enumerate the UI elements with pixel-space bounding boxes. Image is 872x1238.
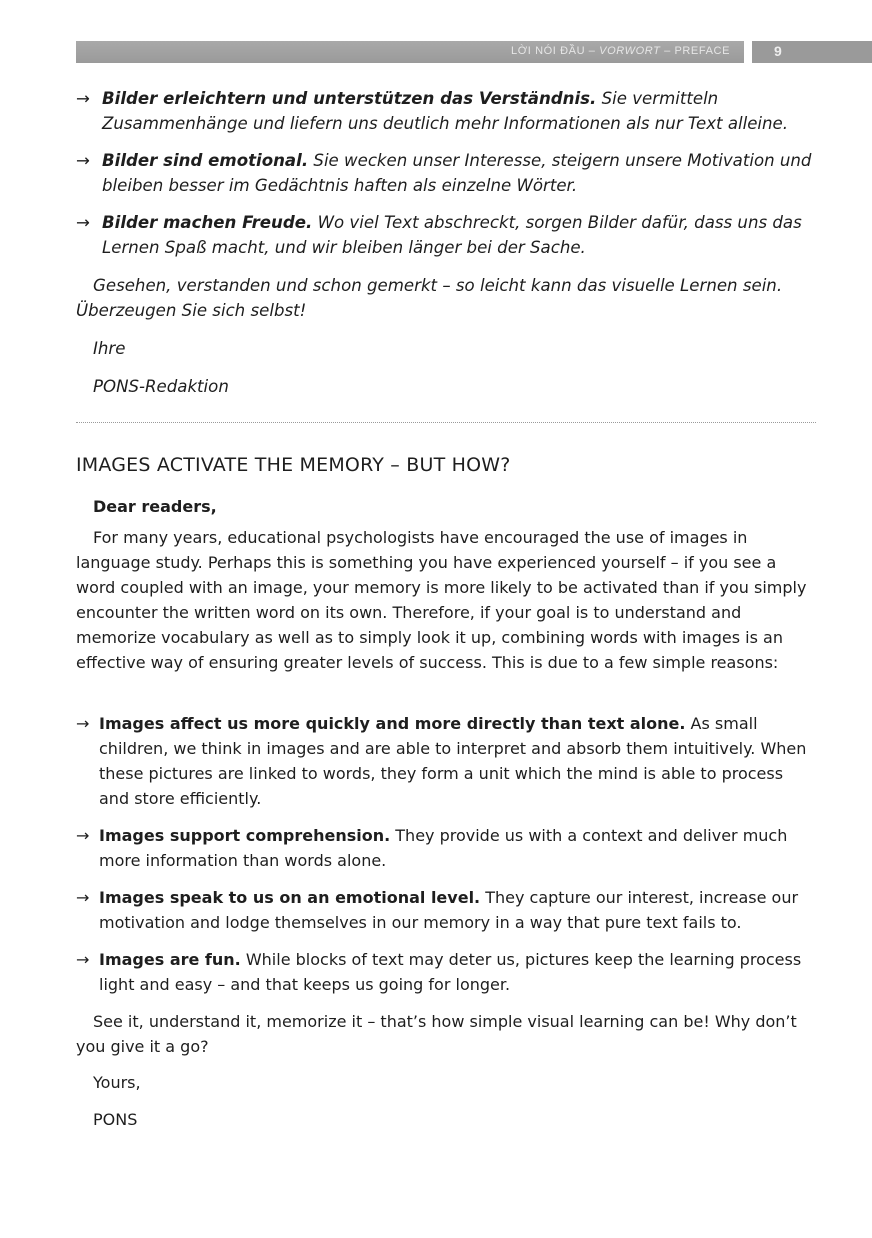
german-signature: PONS-Redaktion [93,377,229,396]
section-heading: IMAGES ACTIVATE THE MEMORY – BUT HOW? [76,454,511,476]
english-sign-off: Yours, [93,1073,141,1092]
page-number-tab [752,41,872,63]
german-closing: Gesehen, verstanden und schon gemerkt – so leicht kann das visuelle Lernen sein. Überzeugen Sie sich selbst! [76,276,783,320]
list-item [76,148,818,198]
bullet-lead: Images speak to us on an emotional level. [99,888,481,907]
bullet-lead: Images support comprehension. [99,826,391,845]
bullet-text: Wo viel Text abschreckt, sorgen Bilder dafür, dass uns das Lernen Spaß macht, und wir bleiben länger bei der Sache. [102,213,802,257]
german-sign-off: Ihre [93,339,126,358]
bullet-lead: Images are fun. [99,950,241,969]
bullet-lead: Bilder machen Freude. [102,213,313,232]
list-item [76,711,818,811]
list-item [76,210,818,260]
english-closing: See it, understand it, memorize it – that’s how simple visual learning can be! Why don’t you give it a go? [76,1012,797,1056]
header-label-vi: LỜI NÓI ĐẦU – [511,45,596,57]
intro-paragraph: For many years, educational psychologists have encouraged the use of images in language study. Perhaps this is something you have experienced yourself – if you see a word coupled with an image, your memory is more likely to be activated than if you simply encounter the written word on its own. Therefore, if your goal is to understand and memorize vocabulary as well as to simply look it up, combining words with images is an effective way of ensuring greater levels of success. This is due to a few simple reasons: [76,528,807,672]
bullet-text: While blocks of text may deter us, pictures keep the learning process light and easy – and that keeps us going for longer. [99,950,802,994]
list-item [76,86,818,136]
bullet-text: They provide us with a context and deliver much more information than words alone. [99,826,788,870]
arrow-right-icon: → [76,826,90,845]
bullet-text: As small children, we think in images and are able to interpret and absorb them intuitively. When these pictures are linked to words, they form a unit which the mind is able to process and store efficiently. [99,714,807,808]
arrow-right-icon: → [76,89,90,108]
english-signature: PONS [93,1110,138,1129]
bullet-text: Sie vermitteln Zusammenhänge und liefern uns deutlich mehr Informationen als nur Text alleine. [102,89,789,133]
section-divider [76,422,816,423]
bullet-text: Sie wecken unser Interesse, steigern unsere Motivation und bleiben besser im Gedächtnis haften als einzelne Wörter. [102,151,812,195]
arrow-right-icon: → [76,213,90,232]
arrow-right-icon: → [76,950,90,969]
bullet-lead: Bilder erleichtern und unterstützen das Verständnis. [102,89,597,108]
arrow-right-icon: → [76,714,90,733]
list-item [76,823,818,873]
list-item [76,947,818,997]
header-label-de: VORWORT [599,45,661,57]
bullet-text: They capture our interest, increase our motivation and lodge themselves in our memory in a way that pure text fails to. [99,888,799,932]
salutation: Dear readers, [93,497,217,516]
running-header [76,41,744,63]
header-label-en: – PREFACE [664,45,730,57]
header-label [511,45,730,57]
list-item [76,885,818,935]
page-number: 9 [774,43,782,59]
bullet-lead: Images affect us more quickly and more directly than text alone. [99,714,686,733]
arrow-right-icon: → [76,151,90,170]
bullet-lead: Bilder sind emotional. [102,151,309,170]
arrow-right-icon: → [76,888,90,907]
